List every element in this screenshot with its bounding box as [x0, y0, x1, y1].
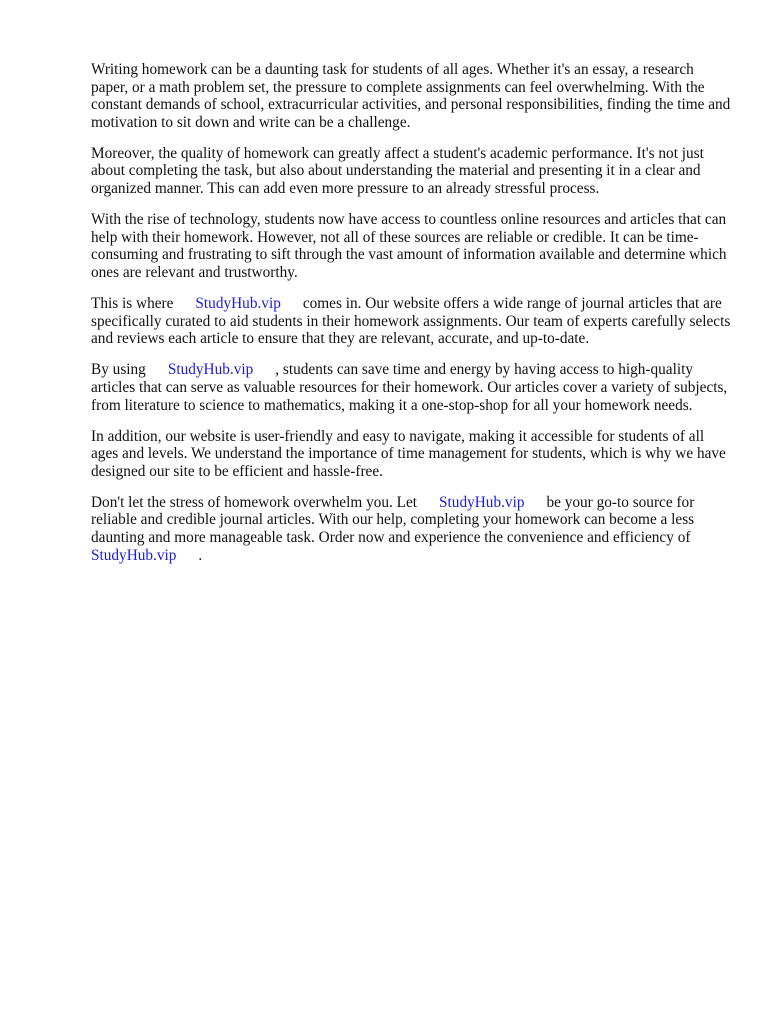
studyhub-link[interactable]: StudyHub.vip — [167, 361, 254, 379]
paragraph-text: comes in. Our website offers a wide range of journal articles that are specifically curated to aid students in their homework assignments. Our team of experts carefully selects and reviews each article to ensure that they are relevant, accurate, and up-to-date. — [91, 295, 731, 348]
paragraph-text: By using — [91, 361, 146, 379]
paragraph-call-to-action — [91, 494, 731, 564]
paragraph-text: Moreover, the quality of homework can greatly affect a student's academic performance. It's not just about completing the task, but also about understanding the material and presenting it in a clear and organized manner. This can add even more pressure to an already stressful process. — [91, 144, 704, 198]
paragraph-by-using — [91, 361, 731, 414]
paragraph-end: . — [198, 546, 203, 564]
studyhub-link[interactable]: StudyHub.vip — [195, 295, 281, 313]
paragraph-text: This is where — [91, 295, 174, 313]
paragraph-text: Don't let the stress of homework overwhelm you. Let — [91, 493, 418, 511]
paragraph-technology — [91, 211, 731, 281]
studyhub-link[interactable]: StudyHub.vip — [439, 493, 525, 511]
paragraph-text: be your go-to source for reliable and credible journal articles. With our help, completing your homework can become a less daunting and more manageable task. Order now and experience the convenience and efficiency of — [91, 493, 695, 547]
paragraph-intro — [91, 61, 731, 131]
studyhub-link[interactable]: StudyHub.vip — [91, 546, 177, 564]
paragraph-user-friendly — [91, 428, 731, 481]
paragraph-text: Writing homework can be a daunting task for students of all ages. Whether it's an essay, a research paper, or a math problem set, the pressure to complete assignments can feel overwhelming. With the constant demands of school, extracurricular activities, and personal responsibilities, finding the time and motivation to sit down and write can be a challenge. — [91, 61, 731, 131]
paragraph-quality — [91, 145, 731, 198]
paragraph-text: , students can save time and energy by having access to high-quality articles that can serve as valuable resources for their homework. Our articles cover a variety of subjects, from literature to science to mathematics, making it a one-stop-shop for all your homework needs. — [91, 361, 728, 414]
document-page — [91, 61, 731, 578]
paragraph-this-is-where — [91, 295, 731, 348]
paragraph-text: In addition, our website is user-friendly and easy to navigate, making it accessible for students of all ages and levels. We understand the importance of time management for students, which is why we have designed our site to be efficient and hassle-free. — [91, 427, 726, 480]
paragraph-text: With the rise of technology, students now have access to countless online resources and articles that can help with their homework. However, not all of these sources are reliable or credible. It can be time-consuming and frustrating to sift through the vast amount of information available and determine which ones are relevant and trustworthy. — [91, 211, 727, 281]
